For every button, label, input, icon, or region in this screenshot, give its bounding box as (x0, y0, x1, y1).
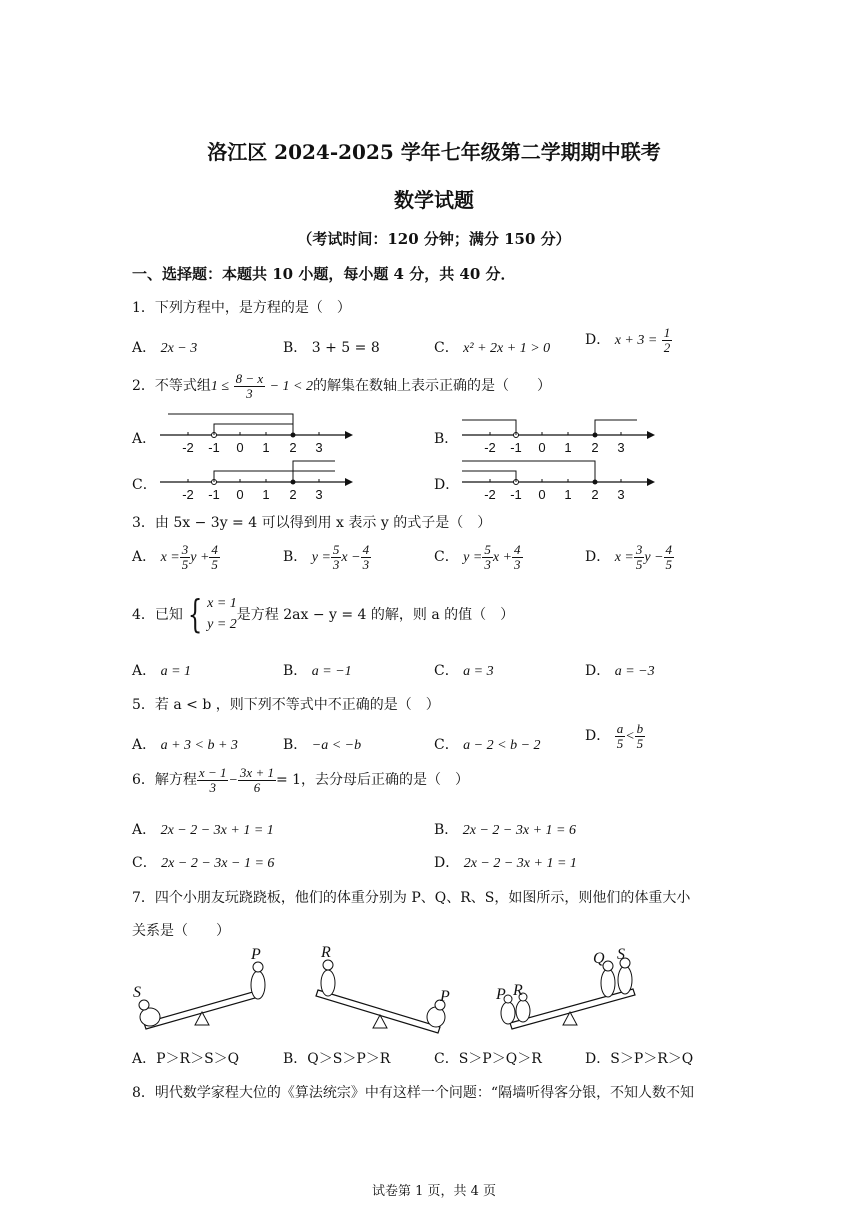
q3-option-b: B． y = $\frac{5}{3}$ x − $\frac{4}{3}$ (283, 542, 370, 572)
tick-label: 0 (538, 440, 546, 455)
svg-text:R: R (513, 982, 523, 999)
q2-option-c: C． (132, 477, 157, 493)
tick-label: -1 (510, 440, 522, 455)
q6-option-d: D． 2x − 2 − 3x + 1 = 1 (434, 855, 577, 871)
tick-label: 2 (591, 487, 599, 502)
tick-label: -1 (208, 487, 220, 502)
exam-title: 洛江区 2024-2025 学年七年级第二学期期中联考 (207, 140, 661, 164)
q4-option-d: D． a = −3 (585, 663, 655, 679)
q1-stem: 1．下列方程中，是方程的是（ ） (132, 300, 351, 316)
tick-label: 1 (564, 440, 572, 455)
q4-stem: 4．已知 { x = 1 y = 2是方程 2ax − y = 4 的解，则 a 的值（ ） (132, 592, 515, 636)
tick-label: 0 (236, 487, 244, 502)
q7-seesaw-figure (130, 945, 740, 1040)
q2-numberline-b (452, 408, 662, 458)
q6-option-a: A． 2x − 2 − 3x + 1 = 1 (132, 822, 274, 838)
q2-numberline-a (150, 408, 360, 458)
tick-label: 3 (617, 440, 625, 455)
section-heading: 一、选择题：本题共 10 小题，每小题 4 分，共 40 分． (132, 265, 516, 283)
page-footer: 试卷第 1 页，共 4 页 (371, 1184, 497, 1199)
q6-stem: 6．解方程 $\frac{x - 1}{3}$ − $\frac{3x + 1}{6}$ = 1，去分母后正确的是（ ） (132, 765, 470, 795)
tick-label: 2 (591, 440, 599, 455)
q3-option-c: C． y = $\frac{5}{3}$ x + $\frac{4}{3}$ (434, 542, 521, 572)
q7-option-d: D．S＞P＞R＞Q (585, 1051, 694, 1067)
svg-text:P: P (496, 986, 506, 1003)
tick-label: 2 (289, 440, 297, 455)
q6-option-b: B． 2x − 2 − 3x + 1 = 6 (434, 822, 576, 838)
q5-option-a: A． a + 3 < b + 3 (132, 737, 238, 753)
q5-option-b: B． −a < −b (283, 737, 362, 753)
tick-label: -2 (182, 440, 194, 455)
q2-numberline-d (452, 455, 662, 505)
q2-option-a: A． (132, 431, 157, 447)
tick-label: -2 (484, 440, 496, 455)
q2-stem: 2．不等式组1 ≤ $\frac{8 - x}{3}$ − 1 < 2的解集在数轴上表示正确的是（ ） (132, 371, 551, 401)
q5-stem: 5．若 a < b ，则下列不等式中不正确的是（ ） (132, 697, 440, 713)
svg-text:R: R (321, 945, 331, 961)
tick-label: -2 (182, 487, 194, 502)
q7-stem-line2: 关系是（ ） (132, 923, 230, 939)
tick-label: 3 (617, 487, 625, 502)
q7-stem-line1: 7．四个小朋友玩跷跷板，他们的体重分别为 P、Q、R、S，如图所示，则他们的体重大小 (132, 890, 691, 906)
q3-stem: 3．由 5x − 3y = 4 可以得到用 x 表示 y 的式子是（ ） (132, 515, 492, 531)
seesaw-1 (133, 946, 265, 1029)
q1-option-a: A． 2x − 3 (132, 340, 198, 356)
seesaw-2 (316, 945, 450, 1033)
tick-label: -2 (484, 487, 496, 502)
q5-option-c: C． a − 2 < b − 2 (434, 737, 541, 753)
q2-option-b: B． (434, 431, 459, 447)
tick-label: 0 (538, 487, 546, 502)
tick-label: 1 (564, 487, 572, 502)
svg-text:P: P (440, 988, 450, 1005)
tick-label: 2 (289, 487, 297, 502)
q3-option-d: D． x = $\frac{3}{5}$ y − $\frac{4}{5}$ (585, 542, 673, 572)
tick-label: 3 (315, 487, 323, 502)
seesaw-3 (495, 946, 635, 1029)
svg-text:P: P (251, 946, 261, 963)
q2-numberline-c (150, 455, 360, 505)
q2-option-d: D． (434, 477, 460, 493)
tick-label: 1 (262, 487, 270, 502)
tick-label: 1 (262, 440, 270, 455)
tick-label: -1 (510, 487, 522, 502)
tick-label: 0 (236, 440, 244, 455)
exam-meta: （考试时间：120 分钟；满分 150 分） (297, 230, 571, 248)
subject-title: 数学试题 (394, 188, 474, 212)
q1-option-c: C． x² + 2x + 1 > 0 (434, 340, 551, 356)
svg-text:Q: Q (593, 950, 605, 967)
q4-option-a: A． a = 1 (132, 663, 192, 679)
q5-option-d: D． $\frac{a}{5}$ < $\frac{b}{5}$ (585, 721, 644, 751)
q6-option-c: C． 2x − 2 − 3x − 1 = 6 (132, 855, 275, 871)
q7-option-b: B．Q＞S＞P＞R (283, 1051, 391, 1067)
q7-option-a: A．P＞R＞S＞Q (132, 1051, 240, 1067)
q8-stem: 8．明代数学家程大位的《算法统宗》中有这样一个问题：“隔墙听得客分银，不知人数不知 (132, 1085, 695, 1101)
tick-label: 3 (315, 440, 323, 455)
q4-option-c: C． a = 3 (434, 663, 494, 679)
tick-label: -1 (208, 440, 220, 455)
q7-option-c: C．S＞P＞Q＞R (434, 1051, 542, 1067)
q1-option-d: D． x + 3 = $\frac{1}{2}$ (585, 325, 671, 355)
svg-text:S: S (617, 946, 625, 963)
q3-option-a: A． x = $\frac{3}{5}$ y + $\frac{4}{5}$ (132, 542, 218, 572)
q1-option-b: B． 3 + 5 = 8 (283, 340, 380, 356)
q4-option-b: B． a = −1 (283, 663, 352, 679)
svg-text:S: S (133, 984, 141, 1001)
